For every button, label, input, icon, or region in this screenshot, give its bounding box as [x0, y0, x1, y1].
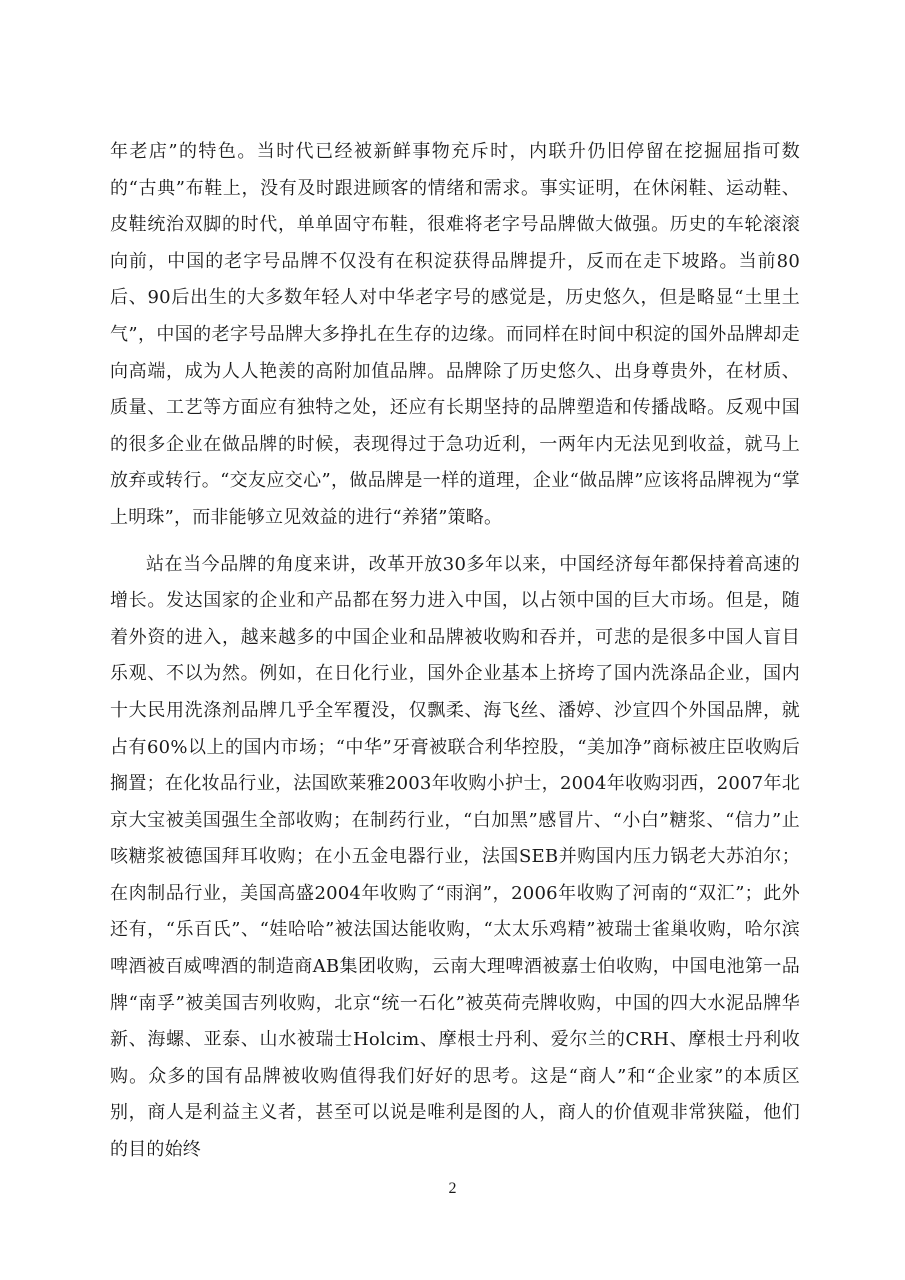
page-number: 2: [448, 1180, 457, 1197]
document-body: [110, 134, 800, 1169]
paragraph-continuation: 年老店”的特色。当时代已经被新鲜事物充斥时，内联升仍旧停留在挖掘屈指可数的“古典”布鞋上，没有及时跟进顾客的情绪和需求。事实证明，在休闲鞋、运动鞋、皮鞋统治双脚的时代，单单固守布鞋，很难将老字号品牌做大做强。历史的车轮滚滚向前，中国的老字号品牌不仅没有在积淀获得品牌提升，反而在走下坡路。当前80后、90后出生的大多数年轻人对中华老字号的感觉是，历史悠久，但是略显“土里土气”，中国的老字号品牌大多挣扎在生存的边缘。而同样在时间中积淀的国外品牌却走向高端，成为人人艳羡的高附加值品牌。品牌除了历史悠久、出身尊贵外，在材质、质量、工艺等方面应有独特之处，还应有长期坚持的品牌塑造和传播战略。反观中国的很多企业在做品牌的时候，表现得过于急功近利，一两年内无法见到收益，就马上放弃或转行。“交友应交心”，做品牌是一样的道理，企业“做品牌”应该将品牌视为“掌上明珠”，而非能够立见效益的进行“养猪”策略。: [110, 141, 800, 528]
paragraph-brand-acquisitions: 站在当今品牌的角度来讲，改革开放30多年以来，中国经济每年都保持着高速的增长。发达国家的企业和产品都在努力进入中国，以占领中国的巨大市场。但是，随着外资的进入，越来越多的中国企业和品牌被收购和吞并，可悲的是很多中国人盲目乐观、不以为然。例如，在日化行业，国外企业基本上挤垮了国内洗涤品企业，国内十大民用洗涤剂品牌几乎全军覆没，仅飘柔、海飞丝、潘婷、沙宣四个外国品牌，就占有60%以上的国内市场；“中华”牙膏被联合利华控股，“美加净”商标被庄臣收购后搁置；在化妆品行业，法国欧莱雅2003年收购小护士，2004年收购羽西，2007年北京大宝被美国强生全部收购；在制药行业，“白加黑”感冒片、“小白”糖浆、“信力”止咳糖浆被德国拜耳收购；在小五金电器行业，法国SEB并购国内压力锅老大苏泊尔；在肉制品行业，美国高盛2004年收购了“雨润”，2006年收购了河南的“双汇”；此外还有，“乐百氏”、“娃哈哈”被法国达能收购，“太太乐鸡精”被瑞士雀巢收购，哈尔滨啤酒被百威啤酒的制造商AB集团收购，云南大理啤酒被嘉士伯收购，中国电池第一品牌“南孚”被美国吉列收购，北京“统一石化”被英荷壳牌收购，中国的四大水泥品牌华新、海螺、亚泰、山水被瑞士Holcim、摩根士丹利、爱尔兰的CRH、摩根士丹利收购。众多的国有品牌被收购值得我们好好的思考。这是“商人”和“企业家”的本质区别，商人是利益主义者，甚至可以说是唯利是图的人，商人的价值观非常狭隘，他们的目的始终: [110, 553, 800, 1161]
